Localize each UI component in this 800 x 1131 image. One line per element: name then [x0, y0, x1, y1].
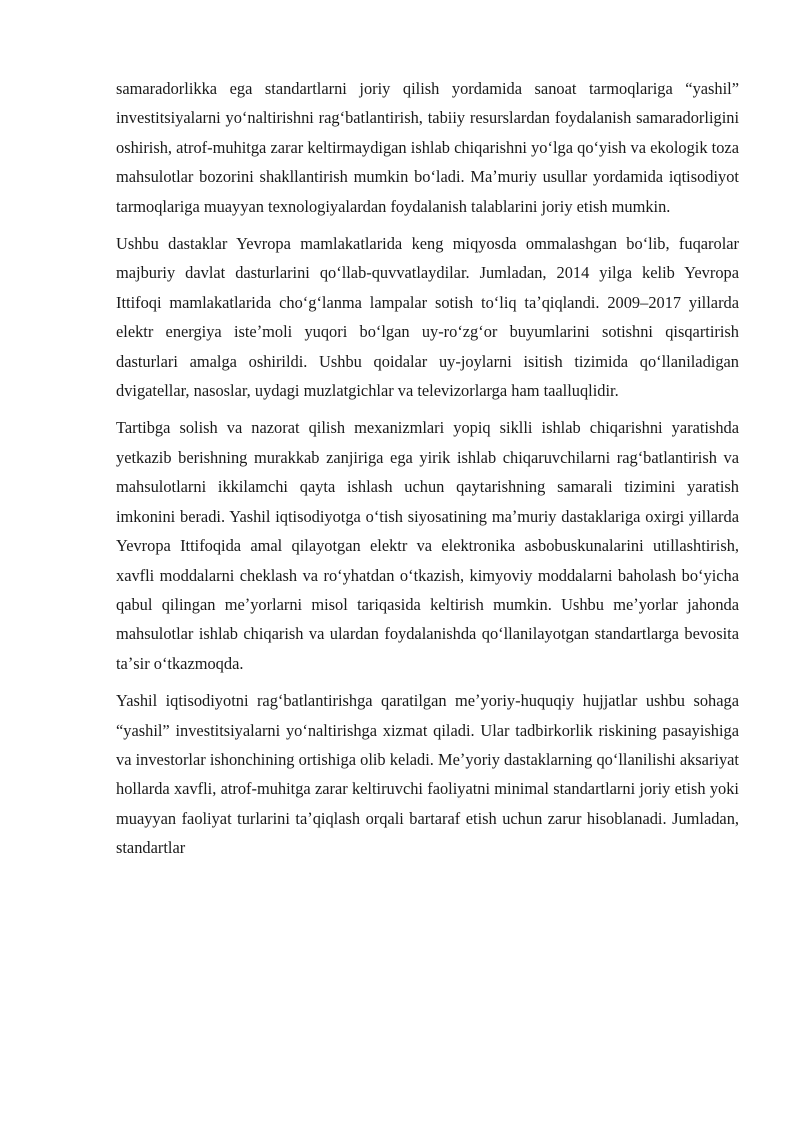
paragraph-2: Ushbu dastaklar Yevropa mamlakatlarida keng miqyosda ommalashgan boʻlib, fuqarolar majburiy davlat dasturlarini qoʻllab-quvvatlaydilar. Jumladan, 2014 yilga kelib Yevropa Ittifoqi mamlakatlarida choʻgʻlanma lampalar sotish toʻliq taʼqiqlandi. 2009–2017 yillarda elektr energiya isteʼmoli yuqori boʻlgan uy-roʻzgʻor buyumlarini sotishni qisqartirish dasturlari amalga oshirildi. Ushbu qoidalar uy-joylarni isitish tizimida qoʻllaniladigan dvigatellar, nasoslar, uydagi muzlatgichlar va televizorlarga ham taalluqlidir. — [116, 234, 739, 401]
paragraph-4: Yashil iqtisodiyotni ragʻbatlantirishga qaratilgan meʼyoriy-huquqiy hujjatlar ushbu sohaga “yashil” investitsiyalarni yoʻnaltirishga xizmat qiladi. Ular tadbirkorlik riskining pasayishiga va investorlar ishonchining ortishiga olib keladi. Meʼyoriy dastaklarning qoʻllanilishi aksariyat hollarda xavfli, atrof-muhitga zarar keltiruvchi faoliyatni minimal standartlarni joriy etish yoki muayyan faoliyat turlarini taʼqiqlash orqali bartaraf etish uchun zarur hisoblanadi. Jumladan, standartlar — [116, 691, 739, 858]
paragraph-1: samaradorlikka ega standartlarni joriy qilish yordamida sanoat tarmoqlariga “yashil” investitsiyalarni yoʻnaltirishni ragʻbatlantirish, tabiiy resurslardan foydalanish samaradorligini oshirish, atrof-muhitga zarar keltirmaydigan ishlab chiqarishni yoʻlga qoʻyish va ekologik toza mahsulotlar bozorini shakllantirish mumkin boʻladi. Maʼmuriy usullar yordamida iqtisodiyot tarmoqlariga muayyan texnologiyalardan foydalanish talablarini joriy etish mumkin. — [116, 79, 739, 216]
body-text — [116, 74, 739, 871]
paragraph-3: Tartibga solish va nazorat qilish mexanizmlari yopiq siklli ishlab chiqarishni yaratishda yetkazib berishning murakkab zanjiriga ega yirik ishlab chiqaruvchilarni ragʻbatlantirish va mahsulotlarni ikkilamchi qayta ishlash uchun qaytarishning samarali tizimini yaratish imkonini beradi. Yashil iqtisodiyotga oʻtish siyosatining maʼmuriy dastaklariga oxirgi yillarda Yevropa Ittifoqida amal qilayotgan elektr va elektronika asbobuskunalarini utillashtirish, xavfli moddalarni cheklash va roʻyhatdan oʻtkazish, kimyoviy moddalarni baholash boʻyicha qabul qilingan meʼyorlarni misol tariqasida keltirish mumkin. Ushbu meʼyorlar jahonda mahsulotlar ishlab chiqarish va ulardan foydalanishda qoʻllanilayotgan standartlarga bevosita taʼsir oʻtkazmoqda. — [116, 418, 739, 673]
